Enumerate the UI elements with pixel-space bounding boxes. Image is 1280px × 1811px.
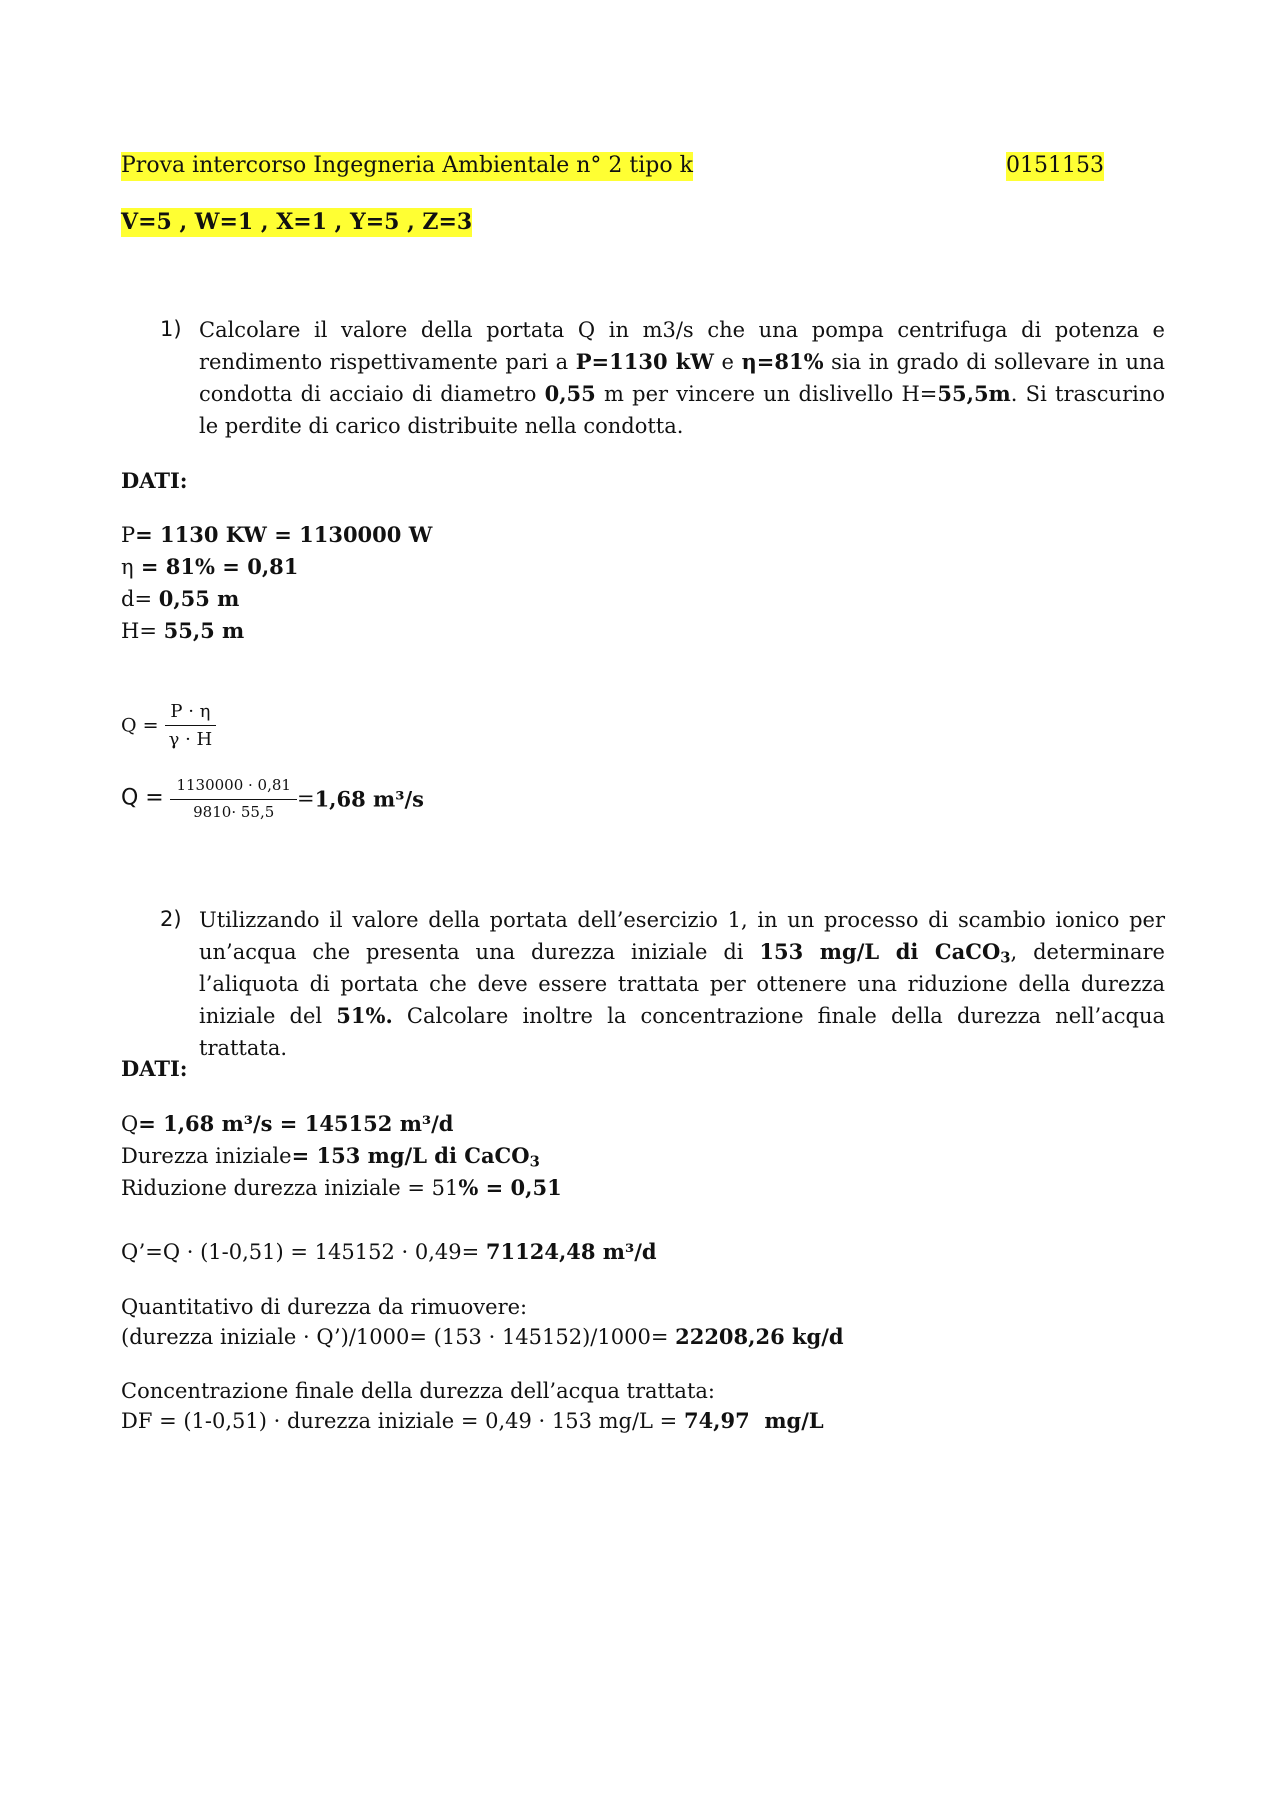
dati-d: d= 0,55 m [121,586,240,611]
document-title: Prova intercorso Ingegneria Ambientale n° 2 tipo k [121,152,693,181]
exercise-2-number: 2) [160,907,182,931]
dati2-q: Q= 1,68 m³/s = 145152 m³/d [121,1111,454,1136]
quantitativo-line: (durezza iniziale · Q’)/1000= (153 · 145152)/1000= 22208,26 kg/d [121,1324,844,1349]
dati-h: H= 55,5 m [121,618,245,643]
dati-eta: η = 81% = 0,81 [121,554,299,579]
dati-p: P= 1130 KW = 1130000 W [121,522,433,547]
formula-q: Q = $\frac{P \cdot \eta}{\gamma \cdot H}$ [121,700,216,752]
dati-heading-2: DATI: [121,1056,188,1081]
dati-heading-1: DATI: [121,468,188,493]
quantitativo-label: Quantitativo di durezza da rimuovere: [121,1295,528,1319]
exercise-1-text: Calcolare il valore della portata Q in m3/s che una pompa centrifuga di potenza e rendimento rispettivamente pari a P=1130 kW e η=81% sia in grado di sollevare in una condotta di acciaio di diametro 0,55 m per vincere un dislivello H=55,5m. Si trascurino le perdite di carico distribuite nella condotta. [199,318,1166,438]
student-code: 0151153 [1006,152,1104,181]
parameter-line: V=5 , W=1 , X=1 , Y=5 , Z=3 [121,209,473,235]
dati2-durezza: Durezza iniziale= 153 mg/L di CaCO$_3$ [121,1143,540,1171]
exercise-1-number: 1) [160,317,182,341]
qprime-line: Q’=Q · (1-0,51) = 145152 · 0,49= 71124,48 m³/d [121,1239,657,1264]
exercise-2-text: Utilizzando il valore della portata dell’esercizio 1, in un processo di scambio ionico per un’acqua che presenta una durezza iniziale di 153 mg/L di CaCO$_3$, determinare l’aliquota di portata che deve essere trattata per ottenere una riduzione della durezza iniziale del 51%. Calcolare inoltre la concentrazione finale della durezza nell’acqua trattata. [199,908,1165,1060]
calc-q-result: 1,68 m³/s [314,786,424,812]
dati2-riduzione: Riduzione durezza iniziale = 51% = 0,51 [121,1175,562,1200]
concentrazione-label: Concentrazione finale della durezza dell’acqua trattata: [121,1379,715,1403]
calc-q: Q = $\frac{1130000 \cdot 0,81}{9810\cdot 55,5}$ =1,68 m³/s [121,776,424,821]
concentrazione-line: DF = (1-0,51) · durezza iniziale = 0,49 · 153 mg/L = 74,97 mg/L [121,1408,824,1433]
